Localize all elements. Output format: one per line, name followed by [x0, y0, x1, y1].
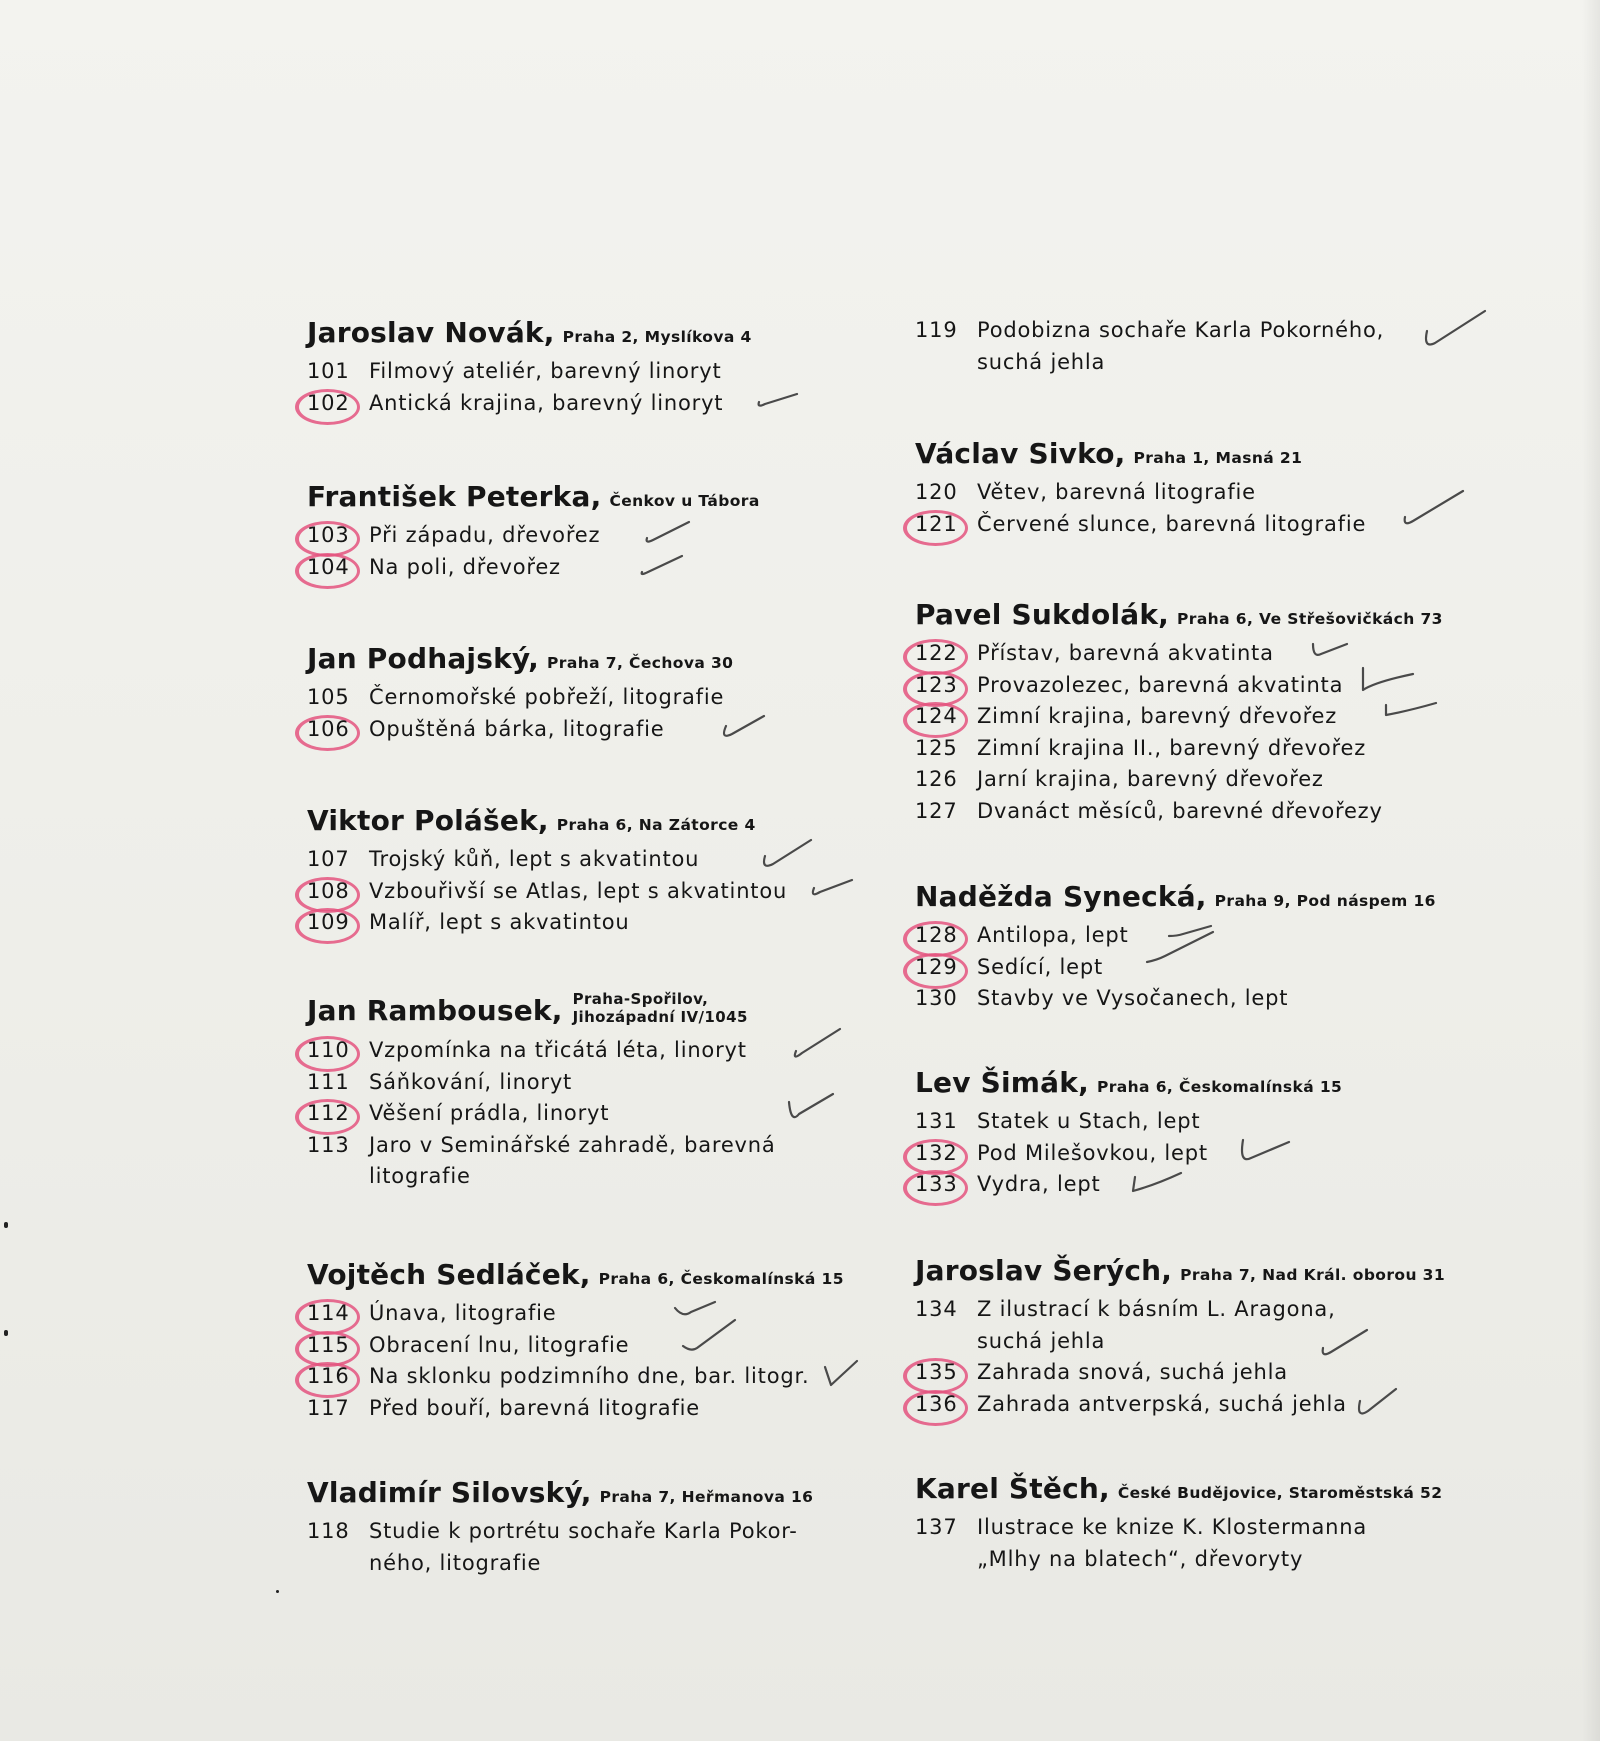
checkmark-icon — [802, 862, 882, 906]
item-number: 104 — [307, 552, 369, 584]
artist-section-sivko — [915, 437, 1366, 540]
address-line: Jihozápadní IV/1045 — [572, 1008, 748, 1026]
checkmark-icon — [632, 538, 712, 582]
checkmark-icon — [782, 1021, 862, 1065]
artist-address: Praha 6, Českomalínská 15 — [598, 1270, 844, 1288]
artist-address: Praha 6, Ve Střešovičkách 73 — [1177, 610, 1443, 628]
artist-section-synecka — [915, 880, 1436, 1015]
artist-name: Karel Štěch, — [915, 1472, 1110, 1505]
list-item — [307, 1098, 776, 1130]
item-title: Věšení prádla, linoryt — [369, 1101, 610, 1125]
artist-section-silovsky — [307, 1476, 813, 1579]
title-line: Podobizna sochaře Karla Pokorného, — [977, 318, 1385, 342]
artist-name: Jan Podhajský, — [307, 642, 540, 675]
item-number: 106 — [307, 714, 369, 746]
title-line: Ilustrace ke knize K. Klostermanna — [977, 1515, 1368, 1539]
list-item — [915, 477, 1366, 509]
item-title: Statek u Stach, lept — [977, 1109, 1201, 1133]
item-title: Sáňkování, linoryt — [369, 1069, 573, 1094]
artist-section-sukdolak — [915, 598, 1443, 827]
title-line: suchá jehla — [977, 349, 1106, 374]
list-item — [307, 907, 787, 939]
item-title: Antická krajina, barevný linoryt — [369, 390, 724, 415]
item-number: 121 — [915, 509, 977, 541]
item-title: Černomořské pobřeží, litografie — [369, 685, 725, 709]
item-title: Zahrada antverpská, suchá jehla — [977, 1391, 1347, 1416]
list-item — [307, 1298, 844, 1330]
artist-name: František Peterka, — [307, 480, 602, 513]
item-number: 123 — [915, 670, 977, 702]
artist-name: Lev Šimák, — [915, 1066, 1089, 1099]
item-number: 116 — [307, 1361, 369, 1393]
list-item — [915, 952, 1436, 984]
margin-speck — [4, 1330, 8, 1336]
item-number: 108 — [307, 876, 369, 908]
list-item — [307, 388, 752, 420]
artist-section-sedlacek — [307, 1258, 844, 1424]
artist-name: Vojtěch Sedláček, — [307, 1258, 591, 1291]
artist-heading — [915, 1066, 1342, 1106]
address-line: Praha-Spořilov, — [572, 990, 709, 1008]
item-title: Dvanáct měsíců, barevné dřevořezy — [977, 798, 1383, 823]
item-number: 111 — [307, 1069, 350, 1094]
artist-heading — [307, 1258, 844, 1298]
artist-name: Václav Sivko, — [915, 437, 1126, 470]
item-title: Při západu, dřevořez — [369, 523, 601, 547]
checkmark-icon — [1125, 1155, 1205, 1199]
item-title: Malíř, lept s akvatintou — [369, 910, 630, 934]
artist-address — [573, 990, 748, 1026]
item-number: 132 — [915, 1138, 977, 1170]
item-number: 122 — [915, 638, 977, 670]
list-item — [915, 701, 1443, 733]
item-title: Obracení lnu, litografie — [369, 1332, 630, 1357]
list-item — [307, 714, 733, 746]
list-item — [915, 983, 1436, 1015]
item-number: 136 — [915, 1389, 977, 1421]
artist-section-novak — [307, 316, 752, 419]
item-title: Únava, litografie — [369, 1301, 557, 1325]
list-item — [307, 1035, 776, 1067]
artist-section-peterka — [307, 480, 760, 583]
list-item — [307, 876, 787, 908]
artist-heading — [915, 1254, 1445, 1294]
list-item — [307, 1330, 844, 1362]
list-item — [307, 1516, 813, 1579]
item-title: Červené slunce, barevná litografie — [977, 511, 1367, 536]
artist-heading — [307, 1476, 813, 1516]
artist-heading — [307, 990, 776, 1035]
margin-speck — [4, 1222, 8, 1228]
item-number: 137 — [915, 1515, 958, 1539]
item-number: 128 — [915, 920, 977, 952]
artist-address: České Budějovice, Staroměstská 52 — [1117, 1484, 1443, 1502]
checkmark-icon — [817, 1347, 897, 1391]
list-item — [307, 1361, 844, 1393]
list-item — [915, 1389, 1445, 1421]
title-line: Z ilustrací k básním L. Aragona, — [977, 1297, 1336, 1321]
title-line: suchá jehla — [977, 1328, 1106, 1353]
list-item — [915, 1294, 1445, 1357]
list-item — [307, 682, 733, 714]
item-number: 119 — [915, 318, 958, 342]
list-item — [915, 764, 1443, 796]
list-item — [915, 1169, 1342, 1201]
artist-name: Viktor Polášek, — [307, 804, 549, 837]
item-number: 110 — [307, 1035, 369, 1067]
artist-name: Vladimír Silovský, — [307, 1476, 592, 1509]
artist-address: Praha 7, Nad Král. oborou 31 — [1180, 1266, 1446, 1284]
list-item — [915, 733, 1443, 765]
item-number: 102 — [307, 388, 369, 420]
artist-section-stech — [915, 1472, 1442, 1575]
artist-address: Praha 6, Na Zátorce 4 — [556, 816, 756, 834]
item-number: 131 — [915, 1109, 958, 1133]
item-number: 133 — [915, 1169, 977, 1201]
artist-address: Praha 9, Pod náspem 16 — [1214, 892, 1436, 910]
item-title: Na poli, dřevořez — [369, 554, 561, 579]
item-number: 115 — [307, 1330, 369, 1362]
item-number: 125 — [915, 735, 958, 760]
checkmark-icon — [1395, 487, 1475, 531]
artist-name: Jaroslav Šerých, — [915, 1254, 1173, 1287]
artist-name: Jan Rambousek, — [307, 994, 563, 1027]
checkmark-icon — [1415, 307, 1495, 351]
artist-section-rambousek — [307, 990, 776, 1193]
item-title — [977, 315, 1384, 378]
artist-section-simak — [915, 1066, 1342, 1201]
item-number: 107 — [307, 847, 350, 871]
item-number: 118 — [307, 1519, 350, 1543]
item-title: Pod Milešovkou, lept — [977, 1140, 1208, 1165]
item-title: Stavby ve Vysočanech, lept — [977, 986, 1289, 1010]
item-number: 114 — [307, 1298, 369, 1330]
item-number: 126 — [915, 767, 958, 791]
margin-speck — [276, 1590, 279, 1593]
checkmark-icon — [677, 1316, 757, 1360]
checkmark-icon — [1350, 1379, 1430, 1423]
item-title: Filmový ateliér, barevný linoryt — [369, 359, 722, 383]
item-title: Antilopa, lept — [977, 923, 1129, 947]
artist-heading — [307, 804, 787, 844]
item-number: 113 — [307, 1132, 350, 1157]
item-number: 117 — [307, 1395, 350, 1420]
item-title: Přístav, barevná akvatinta — [977, 641, 1274, 665]
list-item — [915, 796, 1443, 828]
item-title: Zimní krajina, barevný dřevořez — [977, 704, 1338, 728]
list-item — [307, 356, 752, 388]
item-title: Vzpomínka na třicátá léta, linoryt — [369, 1038, 747, 1062]
item-title: Vydra, lept — [977, 1172, 1101, 1196]
item-title — [977, 1294, 1336, 1357]
artist-heading — [915, 1472, 1442, 1512]
list-item — [915, 315, 1384, 378]
item-title: Zimní krajina II., barevný dřevořez — [977, 735, 1367, 760]
item-number: 135 — [915, 1357, 977, 1389]
artist-heading — [307, 642, 733, 682]
artist-section-serych — [915, 1254, 1445, 1420]
item-title — [369, 1130, 776, 1193]
artist-address: Praha 1, Masná 21 — [1133, 449, 1303, 467]
item-title: Vzbouřivší se Atlas, lept s akvatintou — [369, 878, 788, 903]
item-title — [977, 1512, 1367, 1575]
item-number: 101 — [307, 359, 350, 383]
item-number: 112 — [307, 1098, 369, 1130]
checkmark-icon — [1315, 1324, 1395, 1368]
artist-section-polasek — [307, 804, 787, 939]
item-number: 103 — [307, 520, 369, 552]
list-item — [307, 552, 760, 584]
item-title: Zahrada snová, suchá jehla — [977, 1360, 1288, 1384]
checkmark-icon — [777, 1084, 857, 1128]
title-line: Jaro v Seminářské zahradě, barevná — [369, 1132, 776, 1157]
item-number: 129 — [915, 952, 977, 984]
artist-heading — [307, 316, 752, 356]
artist-address: Praha 6, Českomalínská 15 — [1096, 1078, 1343, 1096]
list-item — [915, 670, 1443, 702]
artist-heading — [915, 437, 1366, 477]
item-number: 130 — [915, 986, 958, 1010]
artist-name: Pavel Sukdolák, — [915, 598, 1170, 631]
title-line: litografie — [369, 1164, 471, 1188]
item-number: 120 — [915, 480, 958, 504]
artist-section-podhajsky — [307, 642, 733, 745]
list-item — [307, 1067, 776, 1099]
item-number: 124 — [915, 701, 977, 733]
artist-address: Čenkov u Tábora — [609, 492, 760, 510]
item-number: 134 — [915, 1297, 958, 1321]
checkmark-icon — [712, 700, 792, 744]
title-line: ného, litografie — [369, 1550, 542, 1575]
list-item — [915, 1512, 1442, 1575]
artist-address: Praha 7, Heřmanova 16 — [599, 1488, 814, 1506]
item-title: Na sklonku podzimního dne, bar. litogr. — [369, 1364, 810, 1388]
artist-address: Praha 2, Myslíkova 4 — [562, 328, 752, 346]
item-title — [369, 1516, 798, 1579]
item-title: Větev, barevná litografie — [977, 480, 1256, 504]
item-title: Sedící, lept — [977, 954, 1104, 979]
item-title: Trojský kůň, lept s akvatintou — [369, 847, 700, 871]
artist-name: Jaroslav Novák, — [307, 316, 555, 349]
artist-address: Praha 7, Čechova 30 — [547, 654, 734, 672]
item-number: 127 — [915, 798, 958, 823]
list-item — [307, 1393, 844, 1425]
item-119-continuation — [915, 315, 1384, 378]
item-title: Opuštěná bárka, litografie — [369, 716, 665, 741]
artist-name: Naděžda Synecká, — [915, 880, 1207, 913]
item-title: Jarní krajina, barevný dřevořez — [977, 767, 1324, 791]
title-line: „Mlhy na blatech“, dřevoryty — [977, 1546, 1304, 1571]
checkmark-icon — [1233, 1124, 1313, 1168]
title-line: Studie k portrétu sochaře Karla Pokor- — [369, 1519, 798, 1543]
list-item — [915, 509, 1366, 541]
list-item — [307, 844, 787, 876]
checkmark-icon — [1143, 924, 1223, 968]
item-number: 109 — [307, 907, 369, 939]
item-number: 105 — [307, 685, 350, 709]
list-item — [307, 1130, 776, 1193]
item-title: Před bouří, barevná litografie — [369, 1395, 701, 1420]
item-title: Provazolezec, barevná akvatinta — [977, 672, 1344, 697]
checkmark-icon — [747, 374, 827, 418]
checkmark-icon — [1378, 687, 1458, 731]
